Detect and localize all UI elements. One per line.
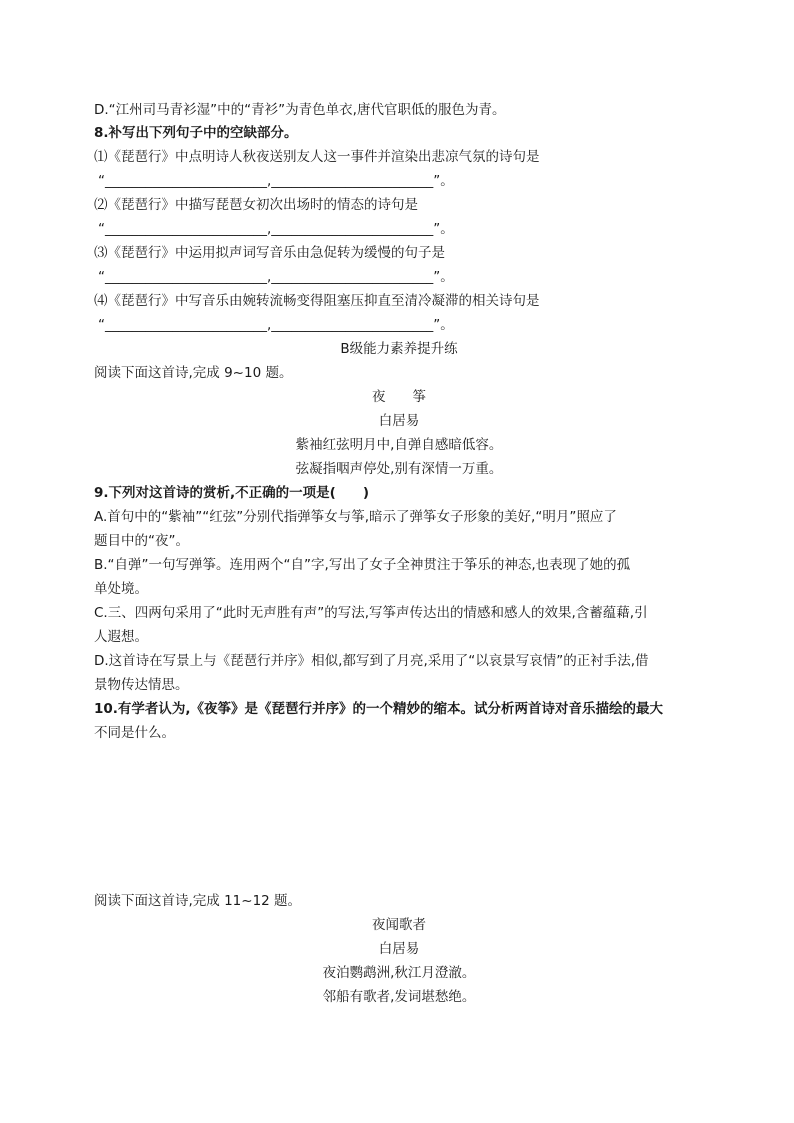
q8-item-2-blanks: “________________________,________________________”。: [98, 221, 454, 237]
q9-option-d-line2: 景物传达情思。: [94, 677, 189, 693]
q9-option-c-line2: 人遐想。: [94, 629, 148, 645]
poem2-author: 白居易: [378, 941, 420, 957]
q8-item-3-prompt: ⑶《琵琶行》中运用拟声词写音乐由急促转为缓慢的句子是: [94, 245, 445, 261]
question-10-stem-line1: 10.有学者认为,《夜筝》是《琵琶行并序》的一个精妙的缩本。试分析两首诗对音乐描绘的最大: [94, 701, 664, 717]
option-d-line: D.“江州司马青衫湿”中的“青衫”为青色单衣,唐代官职低的服色为青。: [94, 102, 506, 118]
q8-item-4-blanks: “________________________,________________________”。: [98, 317, 454, 333]
q8-item-4-prompt: ⑷《琵琶行》中写音乐由婉转流畅变得阻塞压抑直至清冷凝滞的相关诗句是: [94, 293, 540, 309]
q8-item-1-prompt: ⑴《琵琶行》中点明诗人秋夜送别友人这一事件并渲染出悲凉气氛的诗句是: [94, 149, 540, 165]
q9-option-c-line1: C.三、四两句采用了“此时无声胜有声”的写法,写筝声传达出的情感和感人的效果,含蓄蕴藉,引: [94, 605, 648, 621]
q9-option-a-line2: 题目中的“夜”。: [94, 533, 189, 549]
question-10-stem-line2: 不同是什么。: [94, 725, 175, 741]
section-b-heading: B级能力素养提升练: [340, 341, 458, 357]
reading-instruction-11-12: 阅读下面这首诗,完成 11~12 题。: [94, 893, 302, 909]
q9-option-b-line1: B.“自弹”一句写弹筝。连用两个“自”字,写出了女子全神贯注于筝乐的神态,也表现了她的孤: [94, 557, 631, 573]
q8-item-1-blanks: “________________________,________________________”。: [98, 173, 454, 189]
q9-option-b-line2: 单处境。: [94, 581, 148, 597]
question-8-heading: 8.补写出下列句子中的空缺部分。: [94, 125, 298, 141]
poem-author: 白居易: [378, 413, 420, 429]
q9-option-d-line1: D.这首诗在写景上与《琵琶行并序》相似,都写到了月亮,采用了“以哀景写哀情”的正衬手法,借: [94, 653, 649, 669]
poem-title-yezheng: 夜 筝: [372, 389, 426, 405]
poem2-line-1: 夜泊鹦鹉洲,秋江月澄澈。: [322, 965, 476, 981]
question-9-stem: 9.下列对这首诗的赏析,不正确的一项是( ): [94, 485, 369, 501]
reading-instruction-9-10: 阅读下面这首诗,完成 9~10 题。: [94, 365, 293, 381]
poem-line-1: 紫袖红弦明月中,自弹自感暗低容。: [295, 437, 503, 453]
poem2-line-2: 邻船有歌者,发词堪愁绝。: [322, 989, 476, 1005]
poem-title-yewengezhe: 夜闻歌者: [372, 917, 426, 933]
q8-item-3-blanks: “________________________,________________________”。: [98, 269, 454, 285]
q9-option-a-line1: A.首句中的“紫袖”“红弦”分别代指弹筝女与筝,暗示了弹筝女子形象的美好,“明月”照应了: [94, 509, 617, 525]
q8-item-2-prompt: ⑵《琵琶行》中描写琵琶女初次出场时的情态的诗句是: [94, 197, 418, 213]
poem-line-2: 弦凝指咽声停处,别有深情一万重。: [295, 461, 503, 477]
